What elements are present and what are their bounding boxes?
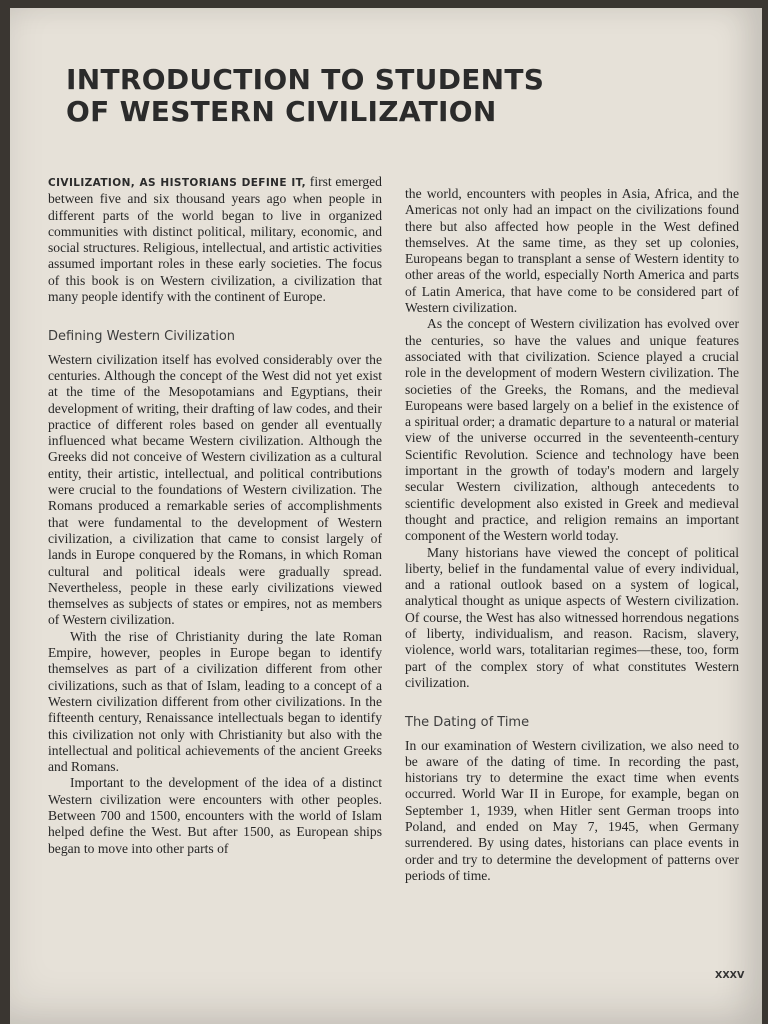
intro-text: first emerged between five and six thousand years ago when people in different parts of the world began to live in organized communities with distinct political, military, economic, and social structures. Religious, intellectual, and artistic activities assumed important roles in these early societies. The focus of this book is on Western civilization, a civilization that many people identify with the continent of Europe. (48, 174, 382, 305)
page-number: XXXV (715, 970, 745, 981)
right-column (405, 186, 739, 884)
defining-paragraph-3-continued: the world, encounters with peoples in Asia, Africa, and the Americas not only had an impact on the civilizations found there but also affected how people in the West defined themselves. At the same time, as they set up colonies, Europeans began to transplant a sense of Western identity to other areas of the world, especially North America and parts of Latin America, that have come to be considered part of Western civilization. (405, 186, 739, 316)
page-title (66, 64, 544, 128)
title-line-2: OF WESTERN CIVILIZATION (66, 95, 497, 128)
title-line-1: INTRODUCTION TO STUDENTS (66, 63, 545, 96)
intro-leadin: CIVILIZATION, AS HISTORIANS DEFINE IT, (48, 177, 307, 189)
section-heading-defining: Defining Western Civilization (48, 329, 236, 345)
dating-paragraph-1: In our examination of Western civilization, we also need to be aware of the dating of time. In recording the past, historians try to determine the exact time when events occurred. World War II in Europe, for example, began on September 1, 1939, when Hitler sent German troops into Poland, and ended on May 7, 1945, when Germany surrendered. By using dates, historians can place events in order and try to determine the development of patterns over periods of time. (405, 737, 739, 883)
defining-paragraph-2: With the rise of Christianity during the late Roman Empire, however, peoples in Europe began to identify themselves as part of a civilization different from other civilizations, such as that of Islam, leading to a concept of a Western civilization different from other civilizations. In the fifteenth century, Renaissance intellectuals began to identify this civilization not only with Christianity but also with the intellectual and political achievements of the ancient Greeks and Romans. (48, 628, 382, 775)
intro-paragraph (48, 174, 382, 305)
section-heading-dating: The Dating of Time (405, 715, 530, 731)
defining-paragraph-5: Many historians have viewed the concept of political liberty, belief in the fundamental value of every individual, and a rational outlook based on a system of logical, analytical thought as unique aspects of Western civilization. Of course, the West has also witnessed horrendous negations of liberty, individualism, and reason. Racism, slavery, violence, world wars, totalitarian regimes—these, too, form part of the complex story of what constitutes Western civilization. (405, 544, 739, 690)
left-column (48, 174, 382, 857)
book-page (10, 8, 762, 1024)
defining-paragraph-1: Western civilization itself has evolved considerably over the centuries. Although the concept of the West did not yet exist at the time of the Mesopotamians and Egyptians, their development of writing, their drafting of law codes, and their practice of different roles based on gender all eventually influenced what became Western civilization. Although the Greeks did not conceive of Western civilization as a cultural entity, their artistic, intellectual, and political contributions were crucial to the foundations of Western civilization. The Romans produced a remarkable series of accomplishments that were fundamental to the development of Western civilization, a civilization that came to consist largely of lands in Europe conquered by the Romans, in which Roman cultural and political ideals were gradually spread. Nevertheless, people in these early civilizations viewed themselves as subjects of states or empires, not as members of Western civilization. (48, 351, 382, 628)
defining-paragraph-4: As the concept of Western civilization has evolved over the centuries, so have the values and unique features associated with that civilization. Science played a crucial role in the development of modern Western civilization. The societies of the Greeks, the Romans, and the medieval Europeans were based largely on a belief in the existence of a spiritual order; a dramatic departure to a natural or material view of the universe occurred in the seventeenth-century Scientific Revolution. Science and technology have been important in the growth of today's modern and largely secular Western civilization, although antecedents to scientific development also existed in Greek and medieval thought and practice, and religion remains an important component of the Western world today. (405, 316, 739, 544)
defining-paragraph-3: Important to the development of the idea of a distinct Western civilization were encounters with other peoples. Between 700 and 1500, encounters with the world of Islam helped define the West. But after 1500, as European ships began to move into other parts of (48, 775, 382, 856)
